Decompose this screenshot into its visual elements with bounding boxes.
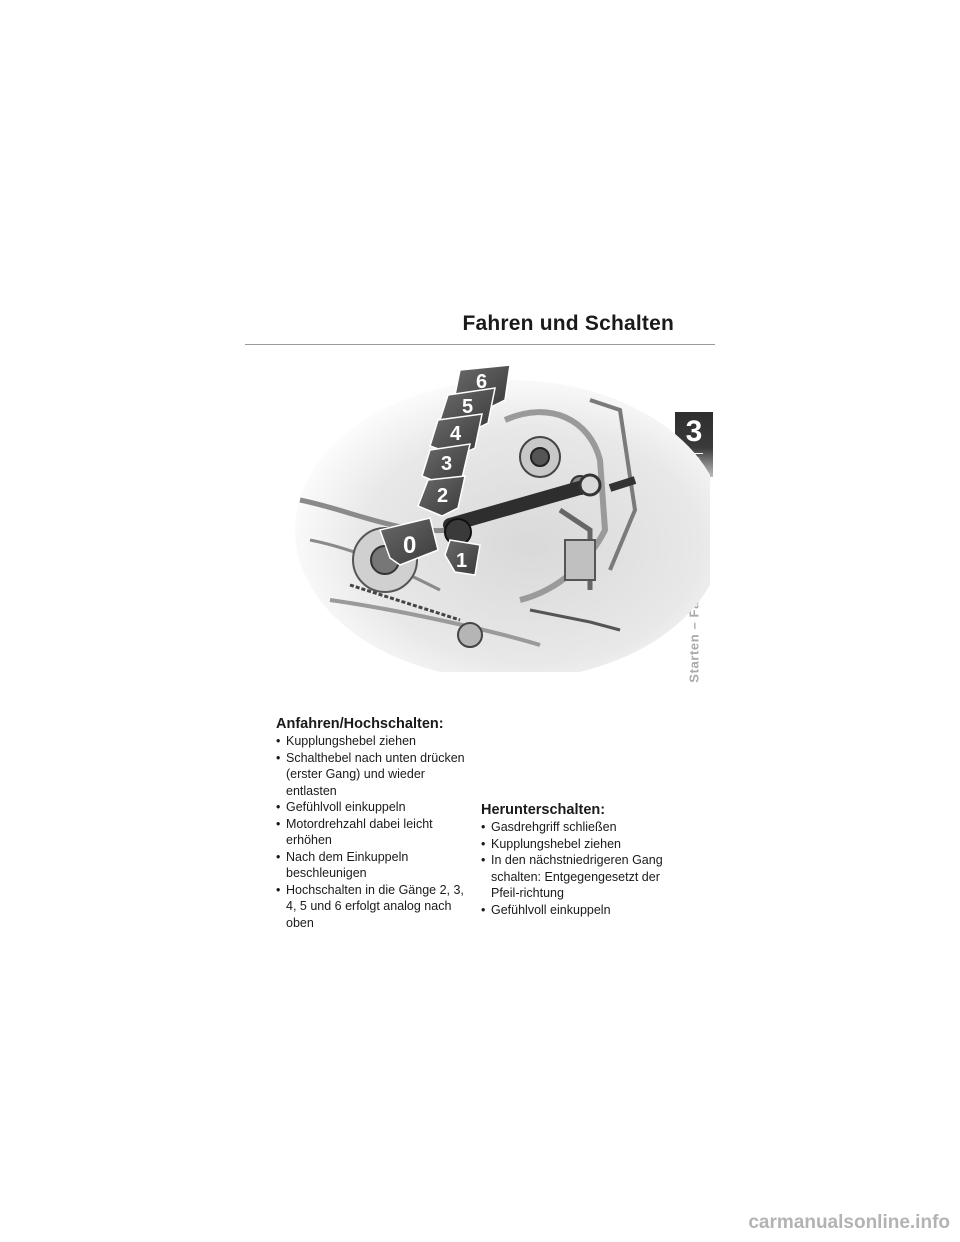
gear-label-6: 6: [476, 371, 488, 393]
gear-label-1: 1: [456, 550, 468, 572]
gear-label-4: 4: [450, 423, 462, 445]
watermark: carmanualsonline.info: [748, 1212, 950, 1233]
list-item: • Schalthebel nach unten drücken (erster Gang) und wieder entlasten: [276, 750, 465, 798]
list-item: • In den nächstniedrigeren Gang schalten: Entgegengesetzt der Pfeil-richtung: [481, 853, 663, 900]
list-item: • Nach dem Einkuppeln beschleunigen: [276, 849, 409, 880]
section-heading: Herunterschalten:: [481, 802, 606, 818]
gear-label-3: 3: [441, 453, 453, 475]
list-item: • Gefühlvoll einkuppeln: [481, 902, 611, 917]
list-item: • Kupplungshebel ziehen: [276, 734, 416, 748]
page-title: Fahren und Schalten: [462, 312, 674, 335]
list-item: • Gefühlvoll einkuppeln: [276, 800, 406, 814]
list-item: • Kupplungshebel ziehen: [481, 836, 621, 851]
bullet-list: [481, 819, 671, 918]
gear-shift-figure: [290, 360, 710, 672]
section-heading: Anfahren/Hochschalten:: [276, 716, 444, 732]
bullet-list: [276, 733, 466, 931]
list-item: • Gasdrehgriff schließen: [481, 820, 617, 834]
gear-label-0: 0: [403, 532, 417, 559]
list-item: • Hochschalten in die Gänge 2, 3, 4, 5 und 6 erfolgt analog nach oben: [276, 882, 464, 930]
section-downshift: [481, 802, 671, 918]
photo-background: [295, 380, 710, 672]
list-item: • Motordrehzahl dabei leicht erhöhen: [276, 816, 433, 847]
gear-label-5: 5: [462, 396, 474, 418]
chapter-number: 3: [685, 415, 703, 448]
gear-label-2: 2: [437, 485, 449, 507]
title-rule: [245, 344, 715, 345]
section-upshift: [276, 716, 466, 931]
